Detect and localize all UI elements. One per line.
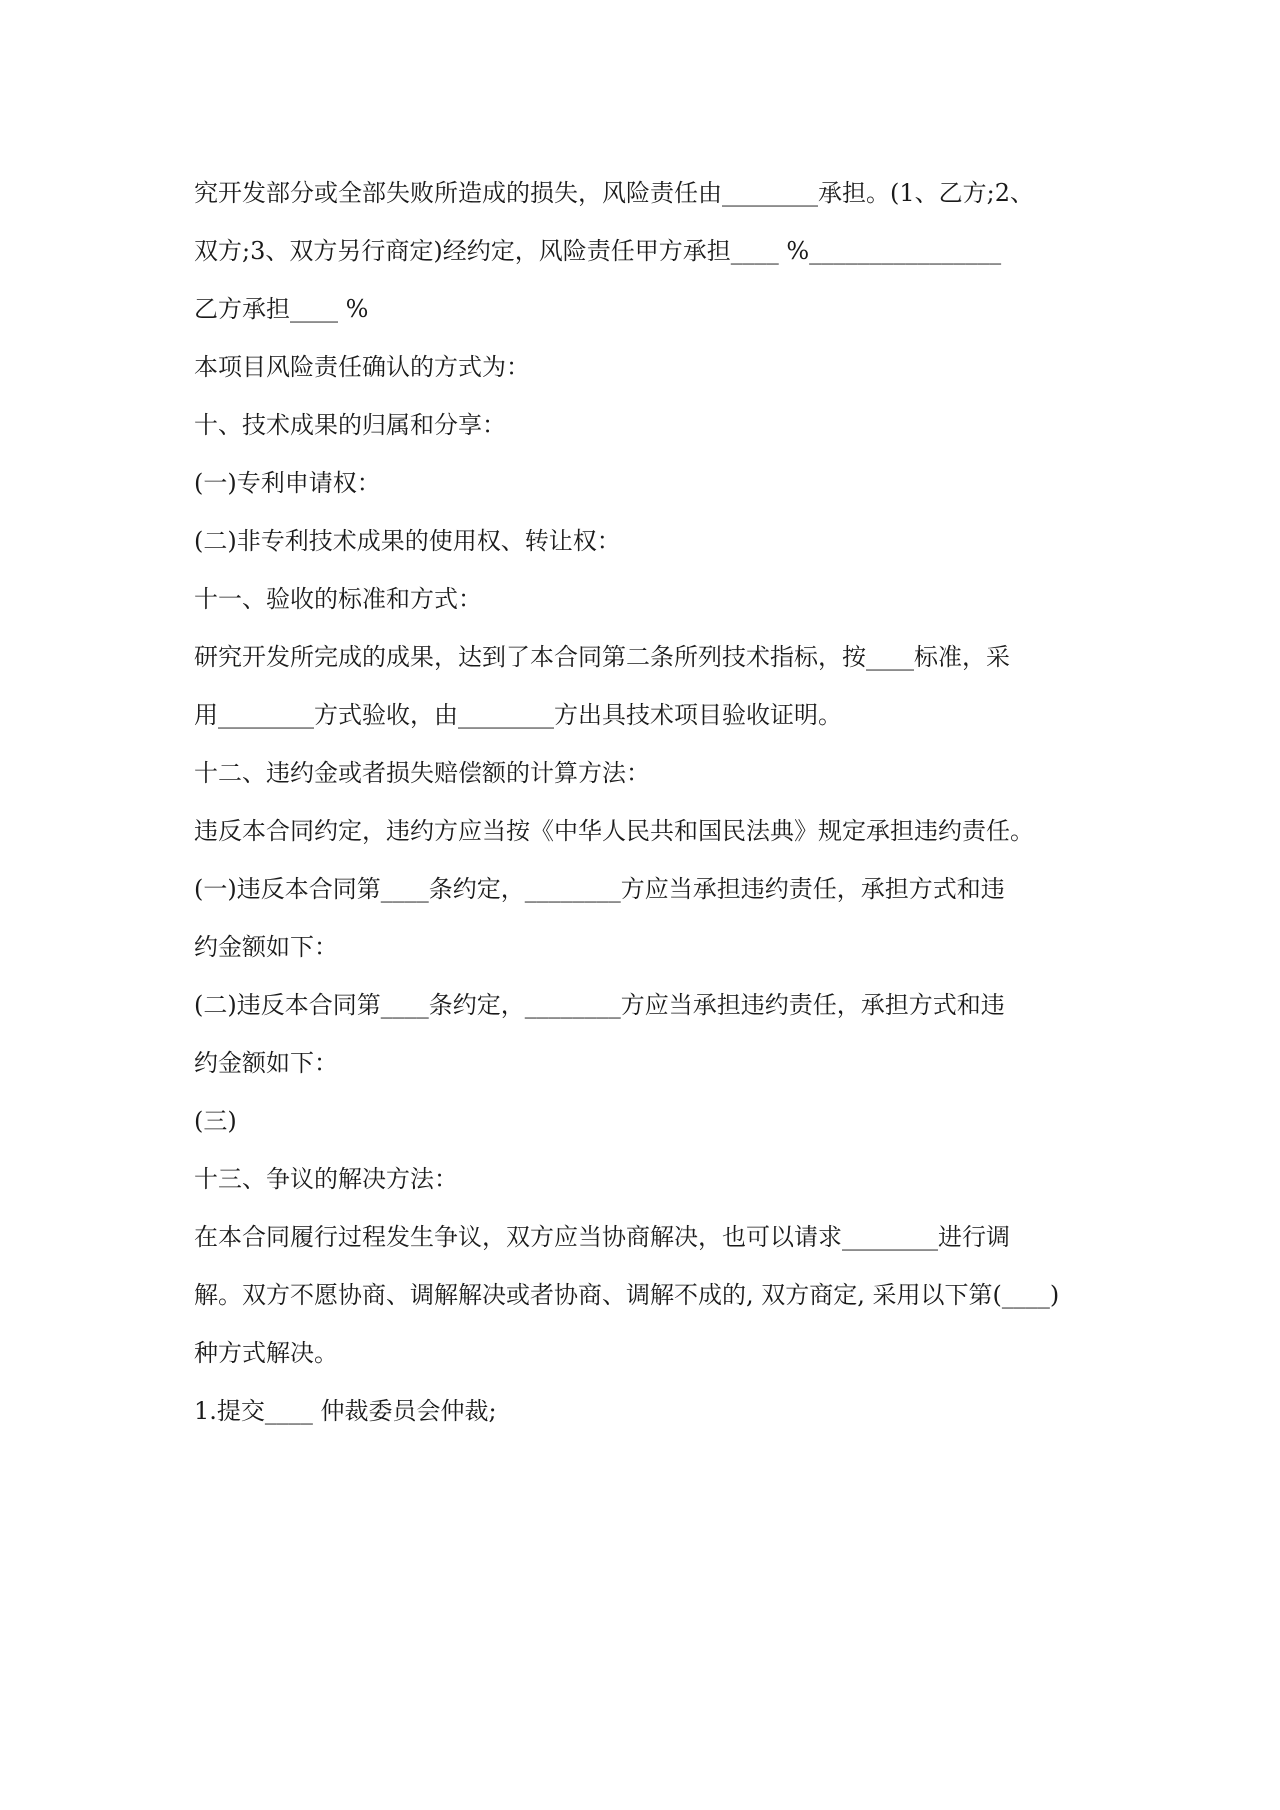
section-heading: 十三、争议的解决方法： xyxy=(194,1165,458,1193)
section-heading: 十、技术成果的归属和分享： xyxy=(194,411,506,439)
subsection-heading: (二)非专利技术成果的使用权、转让权： xyxy=(194,527,621,555)
text-line: 本项目风险责任确认的方式为： xyxy=(194,353,530,381)
text-line: 双方;3、双方另行商定)经约定，风险责任甲方承担____ %________________ xyxy=(194,237,1002,265)
text-line: 约金额如下： xyxy=(194,1049,338,1077)
text-line: (三) xyxy=(194,1107,237,1135)
text-line: 究开发部分或全部失败所造成的损失，风险责任由________承担。(1、乙方;2、 xyxy=(194,179,1034,207)
text-line: 用________方式验收，由________方出具技术项目验收证明。 xyxy=(194,701,842,729)
subsection-heading: (一)专利申请权： xyxy=(194,469,381,497)
text-line: 解。双方不愿协商、调解解决或者协商、调解不成的, 双方商定, 采用以下第(____) xyxy=(194,1281,1060,1309)
text-line: (二)违反本合同第____条约定，________方应当承担违约责任，承担方式和违 xyxy=(194,991,1005,1019)
text-line: 在本合同履行过程发生争议，双方应当协商解决，也可以请求________进行调 xyxy=(194,1223,1010,1251)
text-line: 约金额如下： xyxy=(194,933,338,961)
text-line: 研究开发所完成的成果，达到了本合同第二条所列技术指标，按____标准，采 xyxy=(194,643,1010,671)
document-body xyxy=(194,170,1086,1446)
text-line: 1.提交____ 仲裁委员会仲裁; xyxy=(194,1397,497,1425)
text-line: 违反本合同约定，违约方应当按《中华人民共和国民法典》规定承担违约责任。 xyxy=(194,817,1034,845)
text-line: 种方式解决。 xyxy=(194,1339,338,1367)
section-heading: 十二、违约金或者损失赔偿额的计算方法： xyxy=(194,759,650,787)
section-heading: 十一、验收的标准和方式： xyxy=(194,585,482,613)
text-line: (一)违反本合同第____条约定，________方应当承担违约责任，承担方式和违 xyxy=(194,875,1005,903)
text-line: 乙方承担____ % xyxy=(194,295,369,323)
